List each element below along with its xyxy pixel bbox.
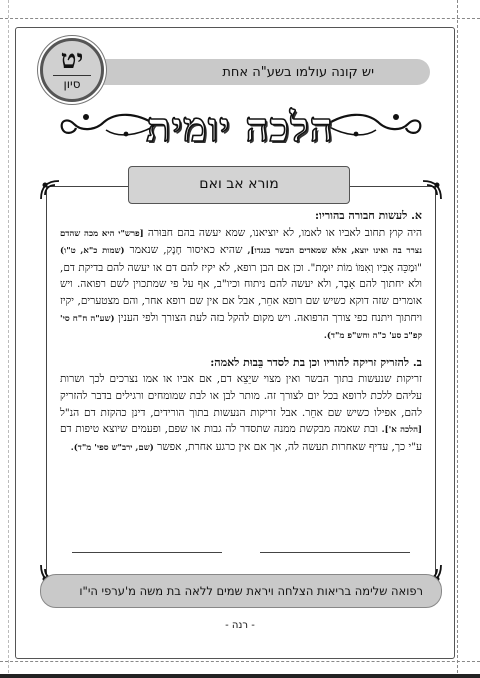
section-a-quote: "וּמַכֵּה אָבִיו וְאִמּוֹ מוֹת יוּמָת".: [307, 261, 422, 274]
section-b-text-2: ובת שאמה מבקשת ממנה שתסדר לה גבות או שפם, ופעמים שיוצא טיפות דם ע"י כך, עדיף שאחרות תעשה לה, אך אם אין כרגע אחרת, אפשר: [60, 423, 422, 453]
page-number: - רנה -: [225, 620, 255, 631]
section-b-heading: ב. להזריק זריקה להוריו וכן בת לסדר בֵּבוּת לאמה:: [210, 355, 422, 369]
cut-line-right: [457, 0, 458, 678]
section-a-heading: א. לעשות חבורה בהוריו:: [314, 209, 422, 222]
page-title: הלכה יומית: [146, 104, 334, 151]
section-a-ref-3: (שע"ה ח"ח סי' קפ"ב סע' כ"ה וחש"פ מ"ד).: [60, 313, 422, 342]
corner-ornament-top-right: [421, 179, 443, 201]
subject-tab: [128, 166, 350, 204]
cut-line-left: [8, 0, 9, 678]
date-month: סיון: [63, 77, 81, 91]
dedication-text: רפואה שלימה בריאות הצלחה ויראת שמים ללאה בת משה מ'ערפי הי"ו: [79, 584, 423, 598]
section-gap: [60, 345, 422, 355]
footer-divider-right: [260, 552, 410, 553]
cut-line-top: [0, 18, 480, 19]
bottom-edge-bar: [0, 674, 480, 678]
halacha-content: [60, 208, 422, 456]
corner-ornament-top-left: [39, 179, 61, 201]
section-a: [60, 208, 422, 345]
section-a-text-1: היה קוץ תחוב לאביו או לאמו, לא יוציאנו, שמא יעשה בהם חבּוּרה: [147, 226, 423, 239]
section-a-ref-2: (שמות כ"א, ט"ו): [60, 246, 125, 257]
section-b-text-1: זריקות שנעשות בתוך הבשר ואין מצוי שיֵצֵא דם, אם אביו או אמו נצרכים לכך ושרות עליהם ללכת לרופא בכל יום לצורך זה. מותר לבן או לבת שמומחים ורגילים בדבר להזריק להם, אפילו כשיש שם אחֵר. אבל זריקות הנעשות בתוך הורידים, דינן כהקזת דם הנ"ל: [60, 373, 422, 419]
dedication-banner: [40, 574, 442, 608]
section-a-text-2: שהיא כאיסור חָנָק, שנאמר: [129, 244, 243, 257]
subject-title: מורא אב ואם: [199, 176, 279, 192]
footer-divider-left: [72, 552, 222, 553]
banner-text: יש קונה עולמו בשע"ה אחת: [222, 65, 374, 80]
date-day: יט: [60, 45, 84, 75]
section-b-ref-2: (שם, ירב"ש ספי' מ"ד).: [70, 442, 154, 453]
section-b: [60, 355, 422, 457]
section-b-note-1: [הלכה א'].: [381, 425, 423, 436]
section-a-note-1: [פרש"י היא מכה שהדם נצרר בה ואינו יוצא, אלא שמאדים הבשר כנגדו],: [60, 228, 422, 257]
header-banner: [58, 59, 430, 85]
cut-line-bottom: [0, 661, 480, 662]
section-a-text-3: וכן אם הבן רופא, לא יקיז להם דם או יעשה להם בדיקת דם, ולא יחתוך להם אֵבֶר, ולא יעשה להם ניתוח וכיו"ב, אף על פי שמתכוין לשם רפואה. ויש אומרים שזה דוקא כשיש שם רופא אחֵר, אבל אם אין שם רופא אחר, והם מצטערים, יקיז ויחתוך ויתנח כפי צורך הרפואה. ויש מקום להקל בזה לעת הצורך ולפי הענין: [60, 261, 422, 324]
date-badge: [40, 38, 104, 102]
